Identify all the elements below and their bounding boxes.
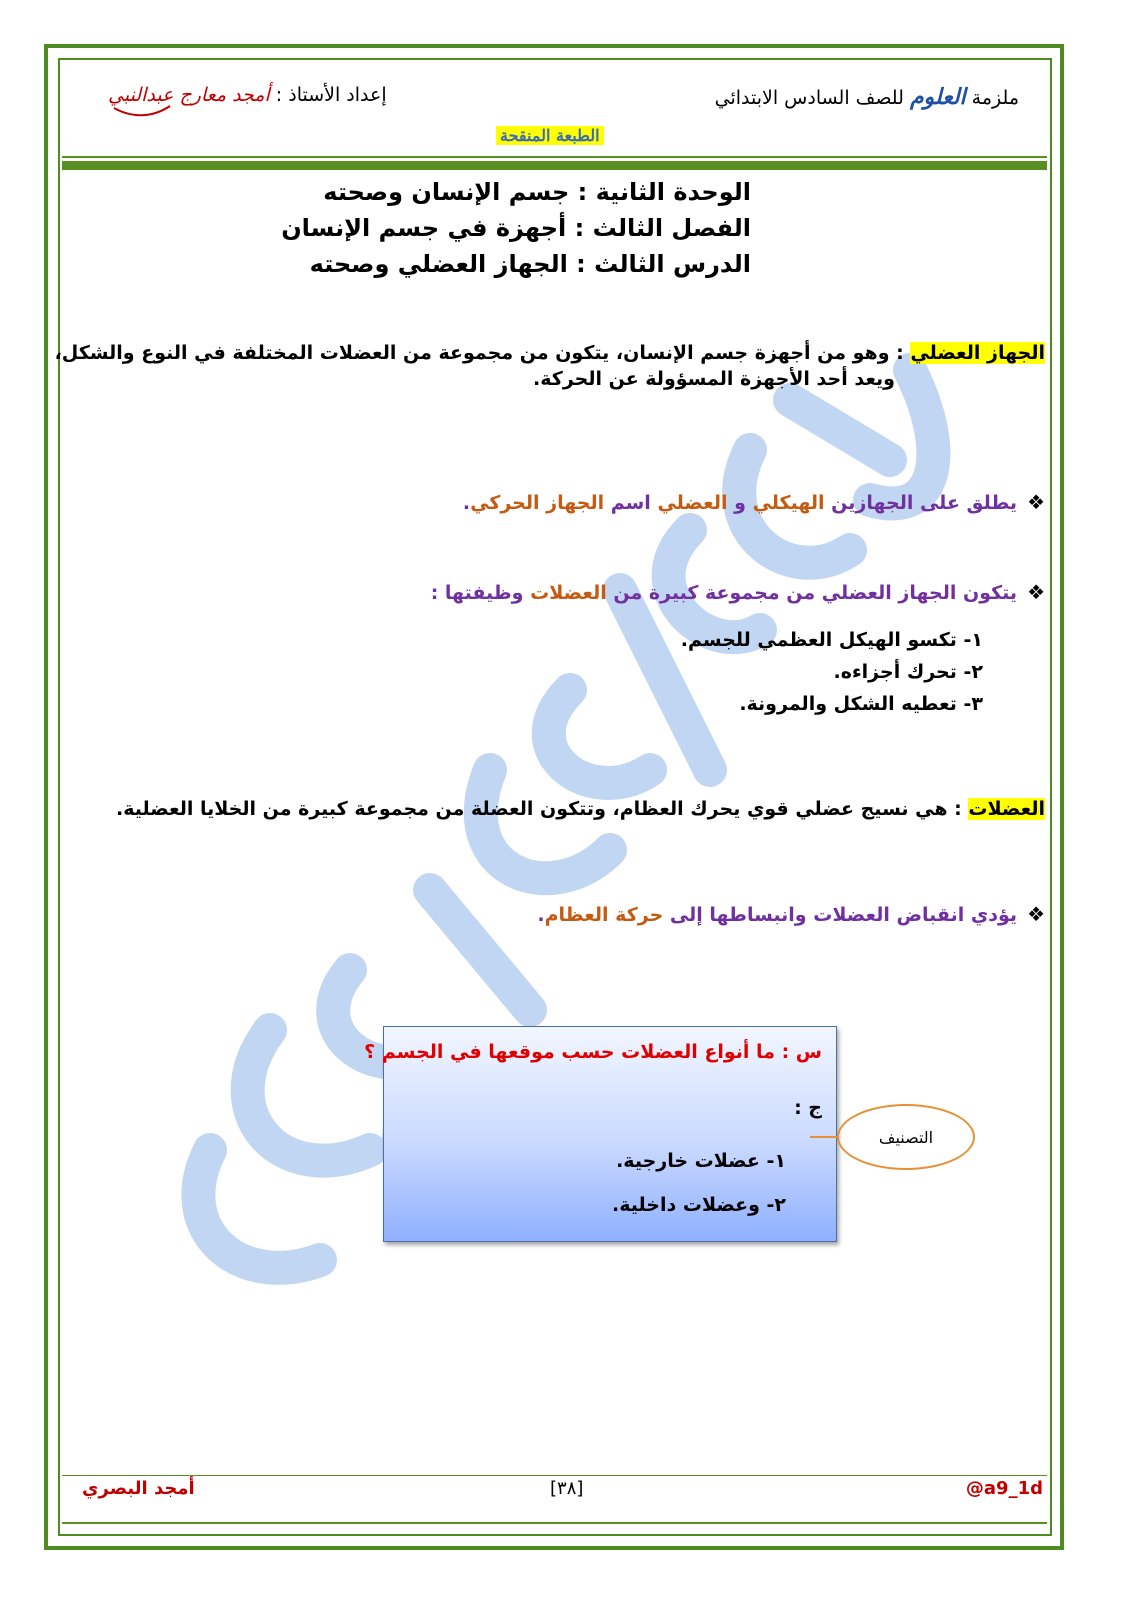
functions-list <box>681 624 983 720</box>
definition-term: الجهاز العضلي <box>910 342 1045 364</box>
unit-title: الوحدة الثانية : جسم الإنسان وصحته <box>323 178 751 206</box>
oval-connector <box>810 1136 838 1138</box>
lesson-title: الدرس الثالث : الجهاز العضلي وصحته <box>309 250 751 278</box>
bullet-text: و <box>727 492 753 514</box>
bullet-text: . <box>462 492 471 514</box>
bullet-text: . <box>537 904 545 926</box>
diamond-bullet-icon: ❖ <box>1027 902 1045 926</box>
definition-line-2: ويعد أحد الأجهزة المسؤولة عن الحركة. <box>533 368 895 390</box>
bullet-contraction <box>537 902 1045 926</box>
booklet-title <box>715 84 1019 110</box>
list-item: ١- عضلات خارجية. <box>616 1150 786 1172</box>
list-item: ٢- تحرك أجزاءه. <box>833 661 983 683</box>
question-text: س : ما أنواع العضلات حسب موقعها في الجسم ؟ <box>364 1041 822 1063</box>
booklet-prefix: ملزمة <box>965 87 1019 109</box>
list-item: ٣- تعطيه الشكل والمرونة. <box>739 693 983 715</box>
muscles-definition <box>116 796 1045 822</box>
prepared-by-label: إعداد الأستاذ : <box>269 84 387 106</box>
bullet-text: حركة العظام <box>544 904 664 926</box>
definition-text: : هي نسيج عضلي قوي يحرك العظام، وتتكون العضلة من مجموعة كبيرة من الخلايا العضلية. <box>116 798 969 820</box>
bullet-text: يؤدي انقباض العضلات وانبساطها إلى <box>663 904 1018 926</box>
bullet-text: يتكون الجهاز العضلي من مجموعة كبيرة من <box>606 582 1018 604</box>
edition-badge: الطبعة المنقحة <box>496 126 604 145</box>
lesson-titles <box>281 174 751 282</box>
author-name: أمجد معارج عبدالنبي <box>108 84 270 106</box>
chapter-title: الفصل الثالث : أجهزة في جسم الإنسان <box>281 214 751 242</box>
header-divider <box>62 161 1047 170</box>
bullet-text: العضلات <box>530 582 607 604</box>
footer-handle: @a9_1d <box>965 1478 1043 1499</box>
definition-term: العضلات <box>968 798 1045 820</box>
definition-line-1: : وهو من أجهزة جسم الإنسان، يتكون من مجموعة من العضلات المختلفة في النوع والشكل، <box>54 342 911 364</box>
footer-divider <box>62 1522 1047 1524</box>
footer-divider-thin <box>62 1475 1047 1476</box>
diamond-bullet-icon: ❖ <box>1027 580 1045 604</box>
bullet-text: الهيكلي <box>752 492 825 514</box>
diamond-bullet-icon: ❖ <box>1027 490 1045 514</box>
bullet-text: وظيفتها : <box>430 582 531 604</box>
booklet-grade: للصف السادس الابتدائي <box>714 87 910 109</box>
muscular-system-definition <box>55 340 1045 392</box>
answer-label: ج : <box>794 1097 822 1119</box>
classification-oval <box>837 1104 975 1170</box>
prepared-by <box>108 84 387 106</box>
signature-swoosh-icon <box>112 104 172 118</box>
bullet-text: الجهاز الحركي <box>470 492 605 514</box>
list-item: ٢- وعضلات داخلية. <box>612 1194 786 1216</box>
header-divider-thin <box>62 156 1047 158</box>
booklet-subject: العلوم <box>909 84 966 110</box>
page-number: [٣٨] <box>550 1478 584 1499</box>
bullet-locomotor <box>463 490 1045 514</box>
answer-list <box>612 1139 786 1227</box>
bullet-text: العضلي <box>657 492 728 514</box>
classification-label: التصنيف <box>878 1127 934 1147</box>
bullet-text: يطلق على الجهازين <box>824 492 1018 514</box>
list-item: ١- تكسو الهيكل العظمي للجسم. <box>680 629 983 651</box>
footer-author: أمجد البصري <box>82 1478 195 1499</box>
bullet-composition <box>431 580 1045 604</box>
question-box <box>364 1026 837 1242</box>
bullet-text: اسم <box>604 492 658 514</box>
